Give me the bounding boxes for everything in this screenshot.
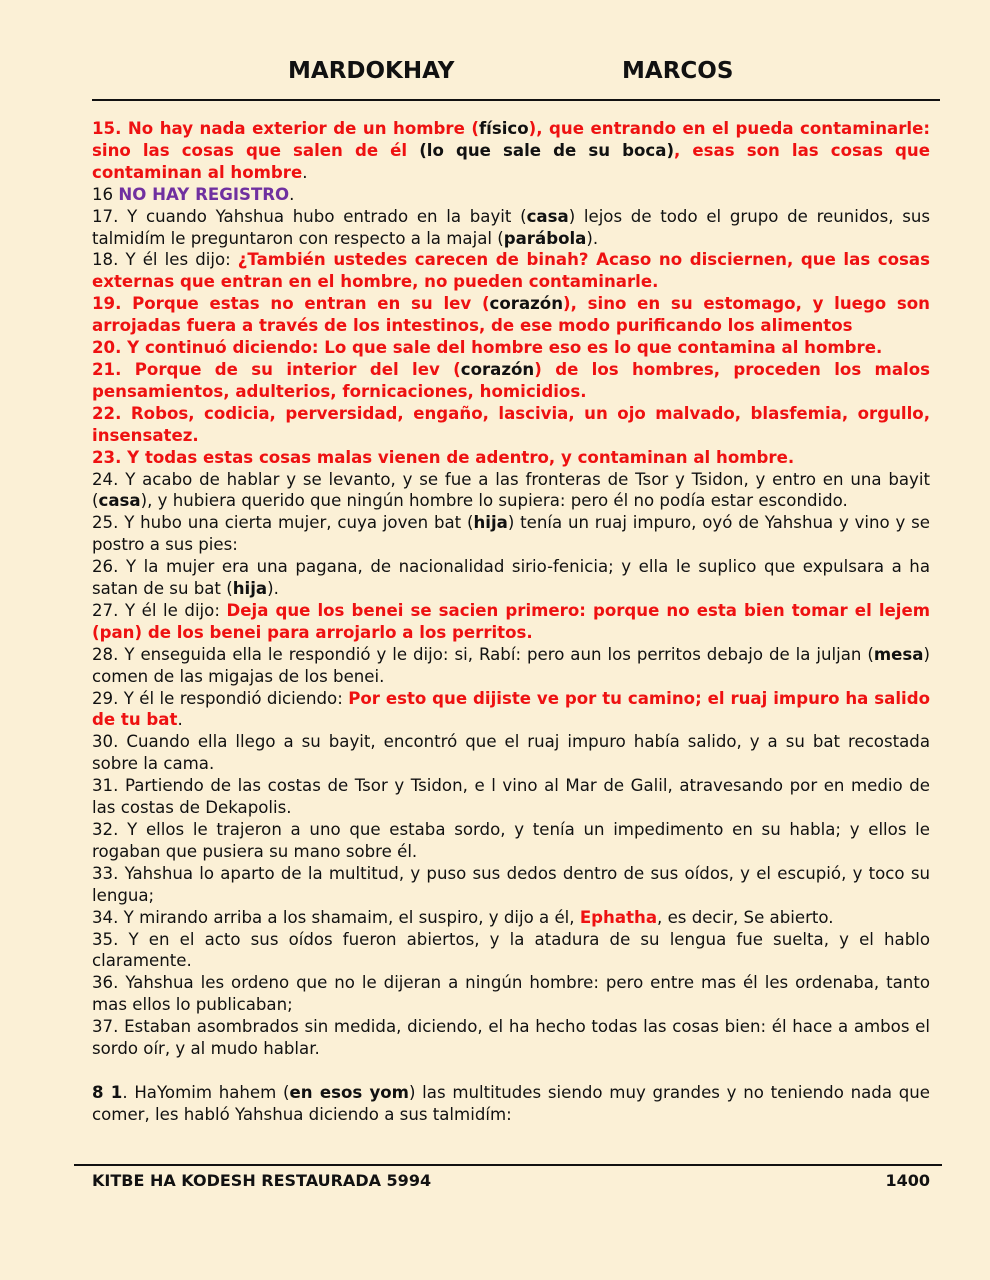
verse-text: ) comen de las migajas de los benei.	[92, 644, 930, 686]
verse-text: Ephatha	[579, 907, 658, 927]
verse-22	[92, 403, 930, 447]
header-book-spanish: MARCOS	[622, 58, 734, 84]
verse-text: 17. Y cuando Yahshua hubo entrado en la bayit (	[92, 206, 527, 226]
verse-text: Deja que los benei se sacien primero: porque no esta bien tomar el lejem (pan) de los benei para arrojarlo a los perritos.	[92, 600, 930, 642]
verse-19	[92, 293, 930, 337]
verse-text: 20. Y continuó diciendo: Lo que sale del hombre eso es lo que contamina al hombre.	[92, 338, 883, 358]
verse-text: ) de los hombres, proceden los malos pensamientos, adulterios, fornicaciones, homicidios.	[92, 359, 931, 401]
verse-text: ) las multitudes siendo muy grandes y no teniendo nada que comer, les habló Yahshua diciendo a sus talmidím:	[92, 1082, 930, 1124]
verse-text: corazón	[489, 294, 564, 314]
verse-text: 31. Partiendo de las costas de Tsor y Tsidon, e l vino al Mar de Galil, atravesando por en medio de las costas de Dekapolis.	[92, 776, 930, 818]
verse-text: ).	[586, 228, 599, 248]
paragraph-gap	[92, 1060, 930, 1082]
verse-18	[92, 249, 930, 293]
verse-text: 16	[92, 184, 119, 204]
verse-28	[92, 644, 930, 688]
verse-text: ), sino en su estomago, y luego son arrojadas fuera a través de los intestinos, de ese modo purificando los alimentos	[92, 294, 930, 336]
verse-17	[92, 206, 930, 250]
verse-30	[92, 731, 930, 775]
verse-text: 35. Y en el acto sus oídos fueron abiertos, y la atadura de su lengua fue suelta, y el hablo claramente.	[92, 929, 930, 971]
verse-text: hija	[232, 579, 268, 599]
verse-text: ) lejos de todo el grupo de reunidos, sus talmidím le preguntaron con respecto a la majal (	[92, 206, 931, 248]
verse-20	[92, 337, 930, 359]
page-footer	[92, 1171, 930, 1190]
verse-26	[92, 556, 930, 600]
verse-text: ¿También ustedes carecen de binah? Acaso no disciernen, que las cosas externas que entran en el hombre, no pueden contaminarle.	[92, 250, 930, 292]
verse-text: . HaYomim hahem (	[122, 1082, 290, 1102]
chapter-verse-number: 8 1	[92, 1082, 123, 1102]
verse-text: 29. Y él le respondió diciendo:	[92, 688, 349, 708]
verse-text: 21. Porque de su interior del lev (	[92, 359, 461, 379]
verse-text: , esas son las cosas que contaminan al hombre	[92, 140, 930, 182]
verse-text: .	[302, 162, 308, 182]
verse-text: 37. Estaban asombrados sin medida, diciendo, el ha hecho todas las cosas bien: él hace a ambos el sordo oír, y al mudo hablar.	[92, 1017, 930, 1059]
verse-text: 32. Y ellos le trajeron a uno que estaba sordo, y tenía un impedimento en su habla; y ellos le rogaban que pusiera su mano sobre él.	[92, 820, 930, 861]
verse-text: parábola	[503, 228, 587, 248]
verse-33	[92, 863, 930, 907]
verse-text: 15. No hay nada exterior de un hombre (	[92, 119, 479, 138]
verse-text: casa	[526, 206, 569, 226]
page-header	[0, 58, 990, 90]
verse-16	[92, 184, 930, 206]
footer-title: KITBE HA KODESH RESTAURADA 5994	[92, 1171, 432, 1190]
verse-text: 24. Y acabo de hablar y se levanto, y se fue a las fronteras de Tsor y Tsidon, y entro en una bayit (	[92, 469, 930, 511]
verse-31	[92, 775, 930, 819]
verse-29	[92, 688, 930, 732]
verse-23	[92, 447, 930, 469]
verse-15	[92, 118, 930, 184]
verse-text: (lo que sale de su boca)	[419, 140, 675, 160]
verse-text: 28. Y enseguida ella le respondió y le dijo: si, Rabí: pero aun los perritos debajo de la juljan (	[92, 644, 874, 664]
verse-text: Por esto que dijiste ve por tu camino; el ruaj impuro ha salido de tu bat	[92, 688, 930, 730]
verse-24	[92, 469, 930, 513]
verse-text: , es decir, Se abierto.	[657, 907, 834, 927]
verse-text: físico	[478, 119, 529, 138]
verse-37	[92, 1016, 930, 1060]
header-rule	[92, 99, 940, 101]
verse-text: 36. Yahshua les ordeno que no le dijeran a ningún hombre: pero entre mas él les ordenaba, tanto mas ellos lo publicaban;	[92, 973, 930, 1015]
verse-text: en esos yom	[289, 1082, 409, 1102]
verse-text: mesa	[873, 644, 924, 664]
verse-27	[92, 600, 930, 644]
verse-36	[92, 972, 930, 1016]
verse-text: .	[177, 710, 183, 730]
verse-text: 33. Yahshua lo aparto de la multitud, y puso sus dedos dentro de sus oídos, y el escupió, y toco su lengua;	[92, 863, 930, 905]
verse-text: ) tenía un ruaj impuro, oyó de Yahshua y vino y se postro a sus pies:	[92, 513, 931, 555]
verse-text: corazón	[460, 359, 535, 379]
verse-text: ), que entrando en el pueda contaminarle: sino las cosas que salen de él	[92, 119, 930, 160]
verse-text: hija	[473, 513, 508, 533]
verse-text: 34. Y mirando arriba a los shamaim, el suspiro, y dijo a él,	[92, 907, 580, 927]
verse-text: ), y hubiera querido que ningún hombre lo supiera: pero él no podía estar escondido.	[140, 491, 848, 511]
chapter-8-verse-1	[92, 1082, 930, 1126]
verse-text: 26. Y la mujer era una pagana, de nacionalidad sirio-fenicia; y ella le suplico que expulsara a ha satan de su bat (	[92, 557, 930, 599]
verse-text: 22. Robos, codicia, perversidad, engaño, lascivia, un ojo malvado, blasfemia, orgullo, insensatez.	[92, 403, 930, 445]
verse-34	[92, 907, 930, 929]
verse-text: NO HAY REGISTRO	[118, 184, 290, 204]
verse-text: 18. Y él les dijo:	[92, 250, 238, 270]
verse-21	[92, 359, 930, 403]
verse-35	[92, 929, 930, 973]
verse-text: 27. Y él le dijo:	[92, 600, 227, 620]
scripture-text	[92, 118, 930, 1126]
verse-text: 23. Y todas estas cosas malas vienen de adentro, y contaminan al hombre.	[92, 447, 795, 467]
verse-text: 25. Y hubo una cierta mujer, cuya joven bat (	[92, 513, 474, 533]
verse-25	[92, 512, 930, 556]
footer-rule	[74, 1164, 942, 1166]
verse-32	[92, 819, 930, 863]
verse-text: 30. Cuando ella llego a su bayit, encontró que el ruaj impuro había salido, y a su bat recostada sobre la cama.	[92, 732, 930, 774]
verse-text: .	[289, 184, 295, 204]
header-book-hebrew: MARDOKHAY	[288, 58, 455, 84]
verse-text: casa	[98, 491, 141, 511]
verse-text: 19. Porque estas no entran en su lev (	[92, 294, 490, 314]
page-number: 1400	[885, 1171, 930, 1190]
verse-text: ).	[267, 579, 279, 599]
